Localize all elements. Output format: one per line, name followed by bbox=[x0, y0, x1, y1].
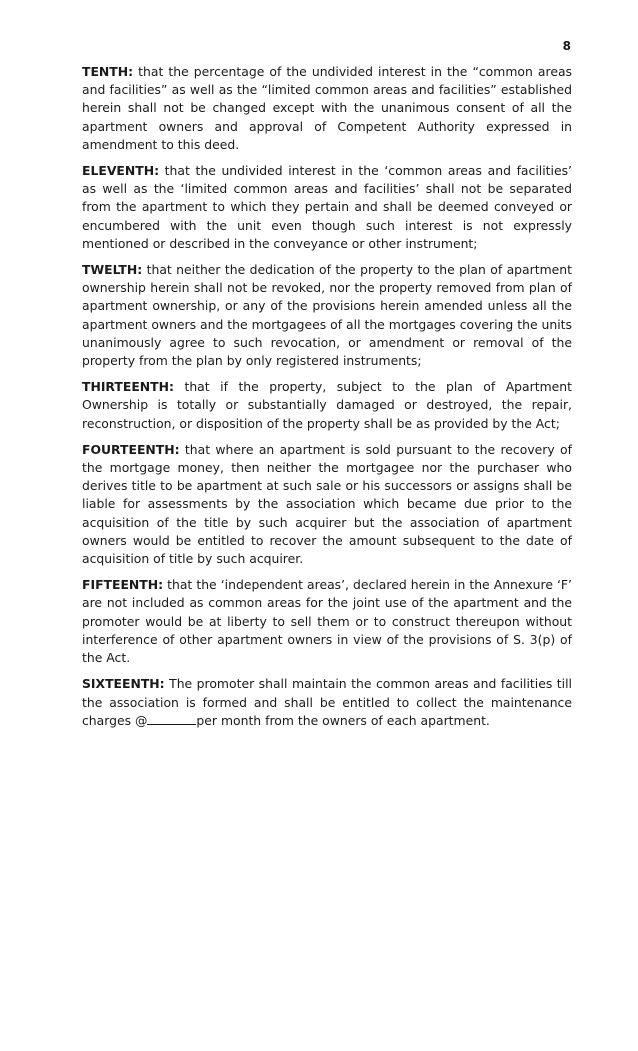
clause-tenth bbox=[82, 63, 572, 154]
clause-text: that neither the dedication of the property to the plan of apartment ownership herein shall not be revoked, nor the property removed from plan of apartment ownership, or any of the provisions herein amended unless all the apartment owners and the mortgagees of all the mortgages covering the units unanimously agree to such revocation, or amendment or removal of the property from the plan by only registered instruments; bbox=[82, 262, 572, 369]
clause-fifteenth bbox=[82, 576, 572, 667]
clause-sixteenth bbox=[82, 675, 572, 730]
document-body bbox=[82, 63, 572, 738]
maintenance-charge-blank bbox=[147, 712, 196, 725]
clause-text: that where an apartment is sold pursuant to the recovery of the mortgage money, then neither the mortgagee nor the purchaser who derives title to be apartment at such sale or his successors or assigns shall be liable for assessments by the association which became due prior to the acquisition of the title by such acquirer but the association of apartment owners would be entitled to recover the amount subsequent to the date of acquisition of title by such acquirer. bbox=[82, 441, 572, 567]
clause-fourteenth bbox=[82, 441, 572, 568]
clause-text: that if the property, subject to the plan of Apartment Ownership is totally or substantially damaged or destroyed, the repair, reconstruction, or disposition of the property shall be as provided by the Act; bbox=[82, 379, 572, 431]
clause-heading: TWELTH: bbox=[82, 262, 143, 278]
clause-text-after-blank: per month from the owners of each apartment. bbox=[196, 712, 490, 728]
clause-heading: SIXTEENTH: bbox=[82, 676, 165, 692]
clause-text: that the ‘independent areas’, declared herein in the Annexure ‘F’ are not included as common areas for the joint use of the apartment and the promoter would be at liberty to sell them or to construct thereupon without interference of other apartment owners in view of the provisions of S. 3(p) of the Act. bbox=[82, 577, 572, 666]
clause-heading: FOURTEENTH: bbox=[82, 441, 180, 457]
clause-heading: ELEVENTH: bbox=[82, 163, 160, 179]
clause-text: that the undivided interest in the ‘common areas and facilities’ as well as the ‘limited common areas and facilities’ shall not be separated from the apartment to which they pertain and shall be deemed conveyed or encumbered with the unit even though such interest is not expressly mentioned or described in the conveyance or other instrument; bbox=[82, 163, 572, 251]
clause-heading: THIRTEENTH: bbox=[82, 379, 174, 395]
page-number: 8 bbox=[562, 39, 571, 53]
clause-text: The promoter shall maintain the common areas and facilities till the association is formed and shall be entitled to collect the maintenance charges @ bbox=[82, 676, 572, 728]
clause-eleventh bbox=[82, 162, 572, 253]
clause-text: that the percentage of the undivided interest in the “common areas and facilities” as well as the “limited common areas and facilities” established herein shall not be changed except with the unanimous consent of all the apartment owners and approval of Competent Authority expressed in amendment to this deed. bbox=[82, 64, 572, 152]
clause-thirteenth bbox=[82, 378, 572, 433]
clause-heading: FIFTEENTH: bbox=[82, 577, 164, 593]
clause-twelth bbox=[82, 261, 572, 370]
clause-heading: TENTH: bbox=[82, 64, 134, 79]
